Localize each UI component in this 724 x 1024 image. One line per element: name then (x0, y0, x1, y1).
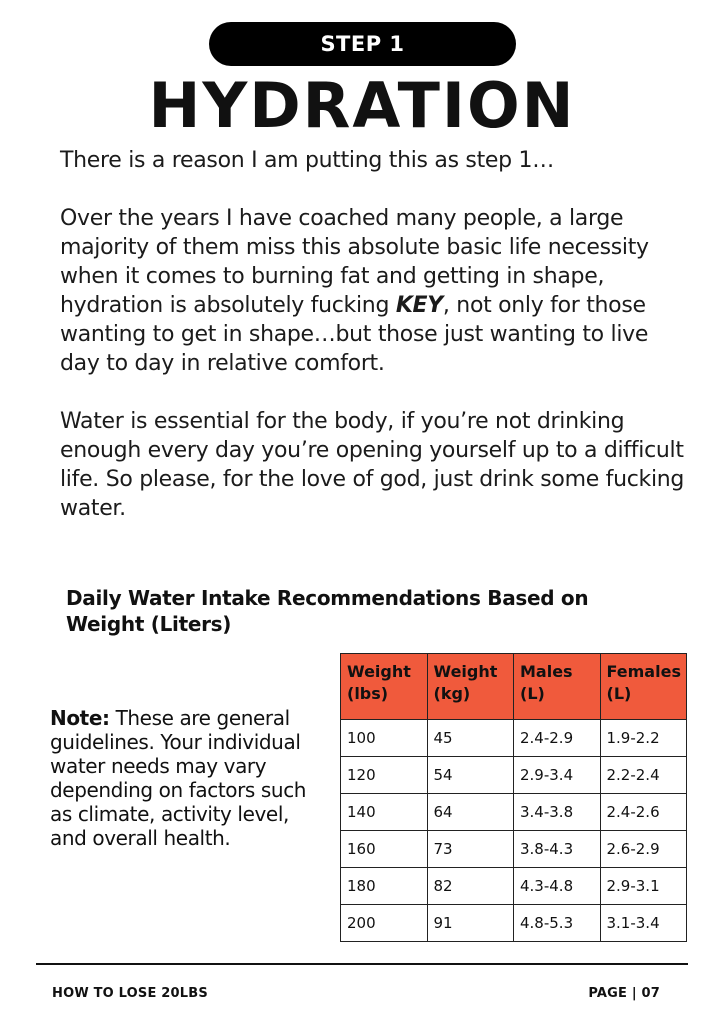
cell-lbs: 120 (341, 757, 428, 794)
footer-page-number: PAGE | 07 (588, 986, 660, 1001)
cell-females: 2.4-2.6 (600, 794, 687, 831)
header-females: Females (L) (600, 654, 687, 720)
footer-divider (36, 963, 688, 965)
step-label: STEP 1 (320, 32, 405, 56)
table-row (341, 868, 687, 905)
cell-females: 1.9-2.2 (600, 720, 687, 757)
cell-males: 3.8-4.3 (514, 831, 601, 868)
intro-p2-start: Over the years I have coached many people, a large majority of them miss this absolute basic life necessity when it comes to burning fat and getting in shape, hydration is absolutely fucking (60, 206, 649, 318)
intro-paragraph-3: Water is essential for the body, if you’re not drinking enough every day you’re opening yourself up to a difficult life. So please, for the love of god, just drink some fucking water. (60, 409, 685, 521)
cell-kg: 73 (427, 831, 514, 868)
table-row (341, 794, 687, 831)
cell-kg: 64 (427, 794, 514, 831)
cell-lbs: 180 (341, 868, 428, 905)
cell-females: 2.9-3.1 (600, 868, 687, 905)
cell-lbs: 160 (341, 831, 428, 868)
table-heading: Daily Water Intake Recommendations Based on Weight (Liters) (66, 586, 589, 636)
key-emphasis: KEY (395, 293, 443, 318)
footer-book-title: HOW TO LOSE 20LBS (52, 986, 208, 1001)
cell-kg: 54 (427, 757, 514, 794)
step-badge (209, 22, 516, 66)
note-text (50, 706, 315, 850)
cell-females: 2.2-2.4 (600, 757, 687, 794)
cell-lbs: 200 (341, 905, 428, 942)
intro-paragraph-1: There is a reason I am putting this as step 1… (60, 148, 554, 173)
cell-males: 3.4-3.8 (514, 794, 601, 831)
cell-males: 2.4-2.9 (514, 720, 601, 757)
page-title: HYDRATION (148, 69, 576, 142)
table-row (341, 905, 687, 942)
header-weight-kg: Weight (kg) (427, 654, 514, 720)
table-row (341, 757, 687, 794)
cell-kg: 82 (427, 868, 514, 905)
cell-males: 4.8-5.3 (514, 905, 601, 942)
intro-p2-end: , not only for those wanting to get in shape…but those just wanting to live day to day in relative comfort. (60, 293, 649, 376)
intro-paragraph-2 (60, 204, 690, 378)
intro-text (60, 146, 690, 552)
header-weight-lbs: Weight (lbs) (341, 654, 428, 720)
cell-lbs: 100 (341, 720, 428, 757)
note-label: Note: (50, 706, 110, 730)
table-header-row (341, 654, 687, 720)
cell-kg: 45 (427, 720, 514, 757)
cell-kg: 91 (427, 905, 514, 942)
note-body: These are general guidelines. Your individual water needs may vary depending on factors such as climate, activity level, and overall health. (50, 706, 307, 850)
cell-females: 3.1-3.4 (600, 905, 687, 942)
cell-males: 2.9-3.4 (514, 757, 601, 794)
table-row (341, 831, 687, 868)
water-intake-table (340, 653, 687, 942)
table-row (341, 720, 687, 757)
cell-females: 2.6-2.9 (600, 831, 687, 868)
cell-males: 4.3-4.8 (514, 868, 601, 905)
cell-lbs: 140 (341, 794, 428, 831)
header-males: Males (L) (514, 654, 601, 720)
